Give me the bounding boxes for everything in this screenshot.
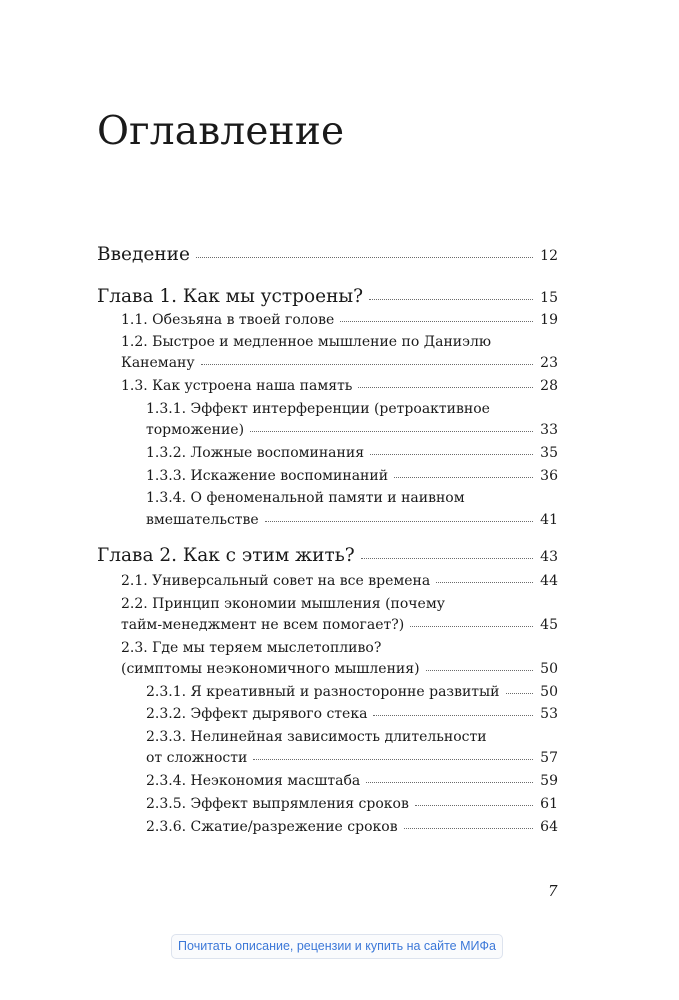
toc-entry-text: 2.3.5. Эффект выпрямления сроков bbox=[146, 796, 409, 812]
toc-page-number: 19 bbox=[540, 312, 558, 328]
toc-entry-text: от сложности bbox=[146, 750, 248, 766]
toc-entry-text: 1.3.3. Искажение воспоминаний bbox=[146, 468, 389, 484]
dot-leader bbox=[340, 320, 533, 322]
toc-entry bbox=[97, 545, 558, 566]
dot-leader bbox=[250, 430, 533, 432]
toc-entry-text: 1.1. Обезьяна в твоей голове bbox=[121, 312, 335, 328]
toc-entry-text: Введение bbox=[97, 244, 190, 265]
toc-entry bbox=[146, 819, 558, 835]
toc-entry-text: Канеману bbox=[121, 355, 195, 371]
myth-site-link[interactable]: Почитать описание, рецензии и купить на сайте МИФа bbox=[171, 934, 503, 959]
dot-leader bbox=[415, 804, 533, 806]
toc-entry bbox=[97, 286, 558, 307]
dot-leader bbox=[373, 714, 533, 716]
toc-page-number: 35 bbox=[540, 445, 558, 461]
toc-page-number: 64 bbox=[540, 819, 558, 835]
toc-entry-text-line1: 1.3.4. О феноменальной памяти и наивном bbox=[146, 490, 465, 506]
toc-entry bbox=[121, 617, 558, 633]
toc-page-number: 59 bbox=[540, 773, 558, 789]
toc-page-number: 28 bbox=[540, 378, 558, 394]
toc-entry-text: Глава 2. Как с этим жить? bbox=[97, 545, 355, 566]
toc-entry-text-line1: 2.3.3. Нелинейная зависимость длительности bbox=[146, 729, 487, 745]
page-title: Оглавление bbox=[97, 109, 345, 154]
page-number: 7 bbox=[548, 882, 558, 900]
toc-page-number: 53 bbox=[540, 706, 558, 722]
toc-entry-text-line1: 1.2. Быстрое и медленное мышление по Даниэлю bbox=[121, 334, 492, 350]
toc-entry-text: тайм-менеджмент не всем помогает?) bbox=[121, 617, 405, 633]
toc-entry bbox=[121, 355, 558, 371]
toc-entry bbox=[146, 445, 558, 461]
toc-entry-text: 2.3.4. Неэкономия масштаба bbox=[146, 773, 361, 789]
toc-entry-text: 2.3.6. Сжатие/разрежение сроков bbox=[146, 819, 398, 835]
toc-page-number: 12 bbox=[540, 248, 558, 264]
dot-leader bbox=[506, 692, 534, 694]
toc-entry bbox=[146, 468, 558, 484]
toc-entry bbox=[146, 512, 558, 528]
toc-entry-text: (симптомы неэкономичного мышления) bbox=[121, 661, 420, 677]
dot-leader bbox=[366, 781, 533, 783]
toc-entry bbox=[146, 796, 558, 812]
toc-page-number: 15 bbox=[540, 290, 558, 306]
toc-entry-text-line1: 2.3. Где мы теряем мыслетопливо? bbox=[121, 640, 382, 656]
toc-page-number: 45 bbox=[540, 617, 558, 633]
toc-entry-text: 1.3.2. Ложные воспоминания bbox=[146, 445, 365, 461]
toc-entry bbox=[97, 244, 558, 265]
toc-entry bbox=[121, 378, 558, 394]
dot-leader bbox=[404, 827, 534, 829]
dot-leader bbox=[196, 256, 533, 258]
toc-entry-text-line1: 1.3.1. Эффект интерференции (ретроактивное bbox=[146, 401, 490, 417]
toc-entry bbox=[146, 706, 558, 722]
toc-entry-text: торможение) bbox=[146, 422, 245, 438]
toc-entry-text: 2.3.1. Я креативный и разносторонне развитый bbox=[146, 684, 500, 700]
dot-leader bbox=[394, 476, 533, 478]
toc-entry-text-line1: 2.2. Принцип экономии мышления (почему bbox=[121, 596, 445, 612]
toc-page-number: 50 bbox=[540, 661, 558, 677]
toc-entry bbox=[146, 422, 558, 438]
toc-page-number: 36 bbox=[540, 468, 558, 484]
dot-leader bbox=[361, 557, 533, 559]
toc-page-number: 44 bbox=[540, 573, 558, 589]
dot-leader bbox=[265, 520, 533, 522]
toc-page-number: 57 bbox=[540, 750, 558, 766]
toc-entry-text: 2.3.2. Эффект дырявого стека bbox=[146, 706, 368, 722]
dot-leader bbox=[201, 363, 534, 365]
toc-page-number: 41 bbox=[540, 512, 558, 528]
toc-entry bbox=[146, 750, 558, 766]
dot-leader bbox=[253, 758, 533, 760]
toc-page-number: 61 bbox=[540, 796, 558, 812]
dot-leader bbox=[436, 581, 533, 583]
toc-entry-text: 2.1. Универсальный совет на все времена bbox=[121, 573, 431, 589]
toc-entry bbox=[121, 312, 558, 328]
toc-page-number: 50 bbox=[540, 684, 558, 700]
dot-leader bbox=[426, 669, 534, 671]
toc-entry-text: 1.3. Как устроена наша память bbox=[121, 378, 353, 394]
dot-leader bbox=[369, 298, 533, 300]
dot-leader bbox=[358, 386, 533, 388]
toc-page-number: 43 bbox=[540, 549, 558, 565]
toc-entry-text: вмешательстве bbox=[146, 512, 259, 528]
toc-entry bbox=[146, 773, 558, 789]
toc-entry-text: Глава 1. Как мы устроены? bbox=[97, 286, 364, 307]
toc-entry bbox=[121, 573, 558, 589]
dot-leader bbox=[410, 625, 533, 627]
toc-entry bbox=[146, 684, 558, 700]
dot-leader bbox=[370, 453, 533, 455]
toc-entry bbox=[121, 661, 558, 677]
toc-page-number: 23 bbox=[540, 355, 558, 371]
toc-page-number: 33 bbox=[540, 422, 558, 438]
